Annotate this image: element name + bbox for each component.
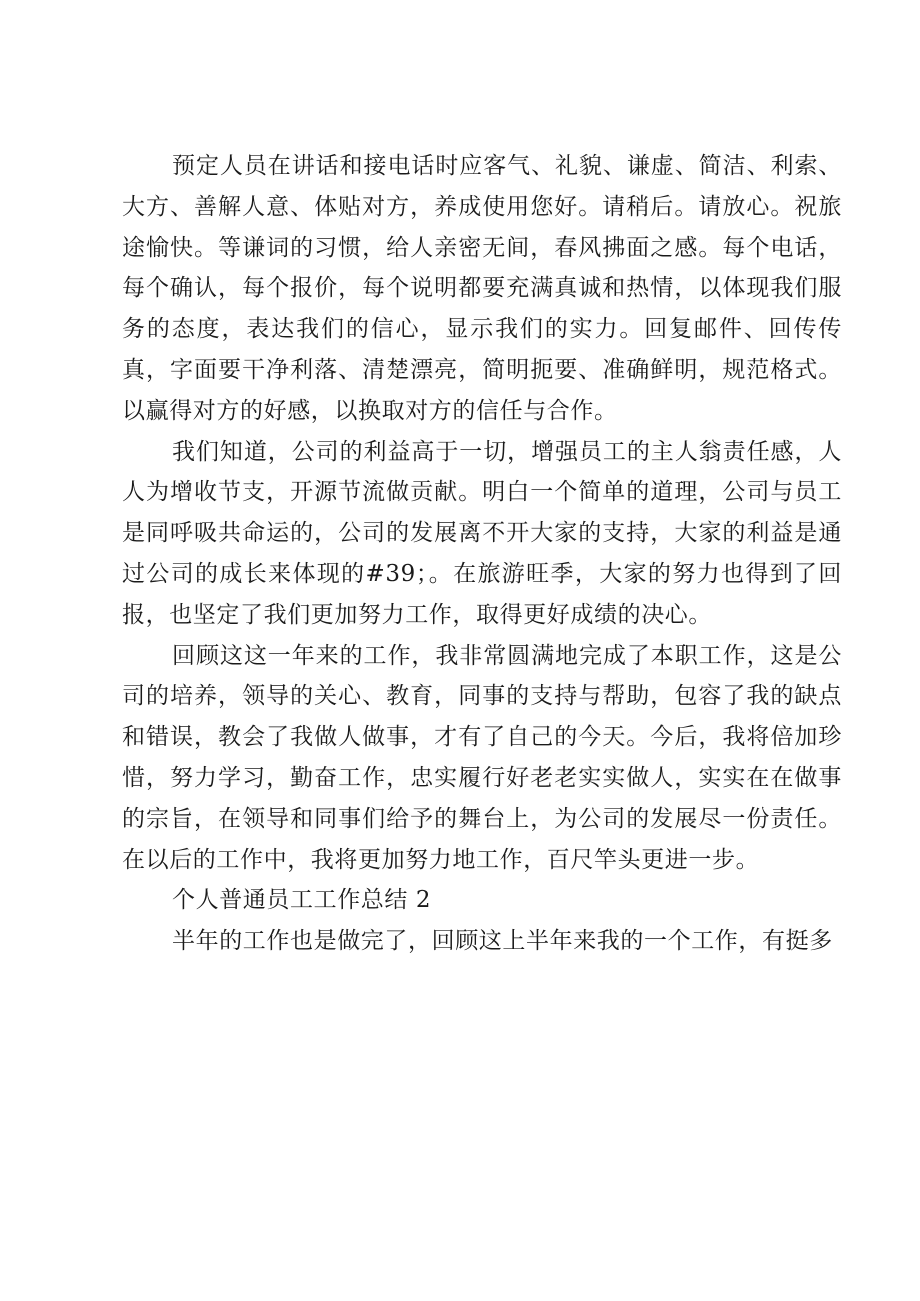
paragraph-year-review: 回顾这这一年来的工作，我非常圆满地完成了本职工作，这是公司的培养，领导的关心、教育，同事的支持与帮助，包容了我的缺点和错误，教会了我做人做事，才有了自己的今天。今后，我将倍加珍惜，努力学习，勤奋工作，忠实履行好老老实实做人，实实在在做事的宗旨，在领导和同事们给予的舞台上，为公司的发展尽一份责任。在以后的工作中，我将更加努力地工作，百尺竿头更进一步。 — [122, 642, 842, 873]
paragraph-reservation-etiquette: 预定人员在讲话和接电话时应客气、礼貌、谦虚、简洁、利索、大方、善解人意、体贴对方，养成使用您好。请稍后。请放心。祝旅途愉快。等谦词的习惯，给人亲密无间，春风拂面之感。每个电话，每个确认，每个报价，每个说明都要充满真诚和热情，以体现我们服务的态度，表达我们的信心，显示我们的实力。回复邮件、回传传真，字面要干净利落、清楚漂亮，简明扼要、准确鲜明，规范格式。以赢得对方的好感，以换取对方的信任与合作。 — [122, 153, 842, 424]
paragraph-company-interest: 我们知道，公司的利益高于一切，增强员工的主人翁责任感，人人为增收节支，开源节流做贡献。明白一个简单的道理，公司与员工是同呼吸共命运的，公司的发展离不开大家的支持，大家的利益是通过公司的成长来体现的#39；。在旅游旺季，大家的努力也得到了回报，也坚定了我们更加努力工作，取得更好成绩的决心。 — [122, 438, 842, 628]
document-body — [122, 146, 842, 962]
paragraph-half-year-start: 半年的工作也是做完了，回顾这上半年来我的一个工作，有挺多 — [172, 928, 833, 955]
section-title: 个人普通员工工作总结 2 — [172, 887, 432, 914]
